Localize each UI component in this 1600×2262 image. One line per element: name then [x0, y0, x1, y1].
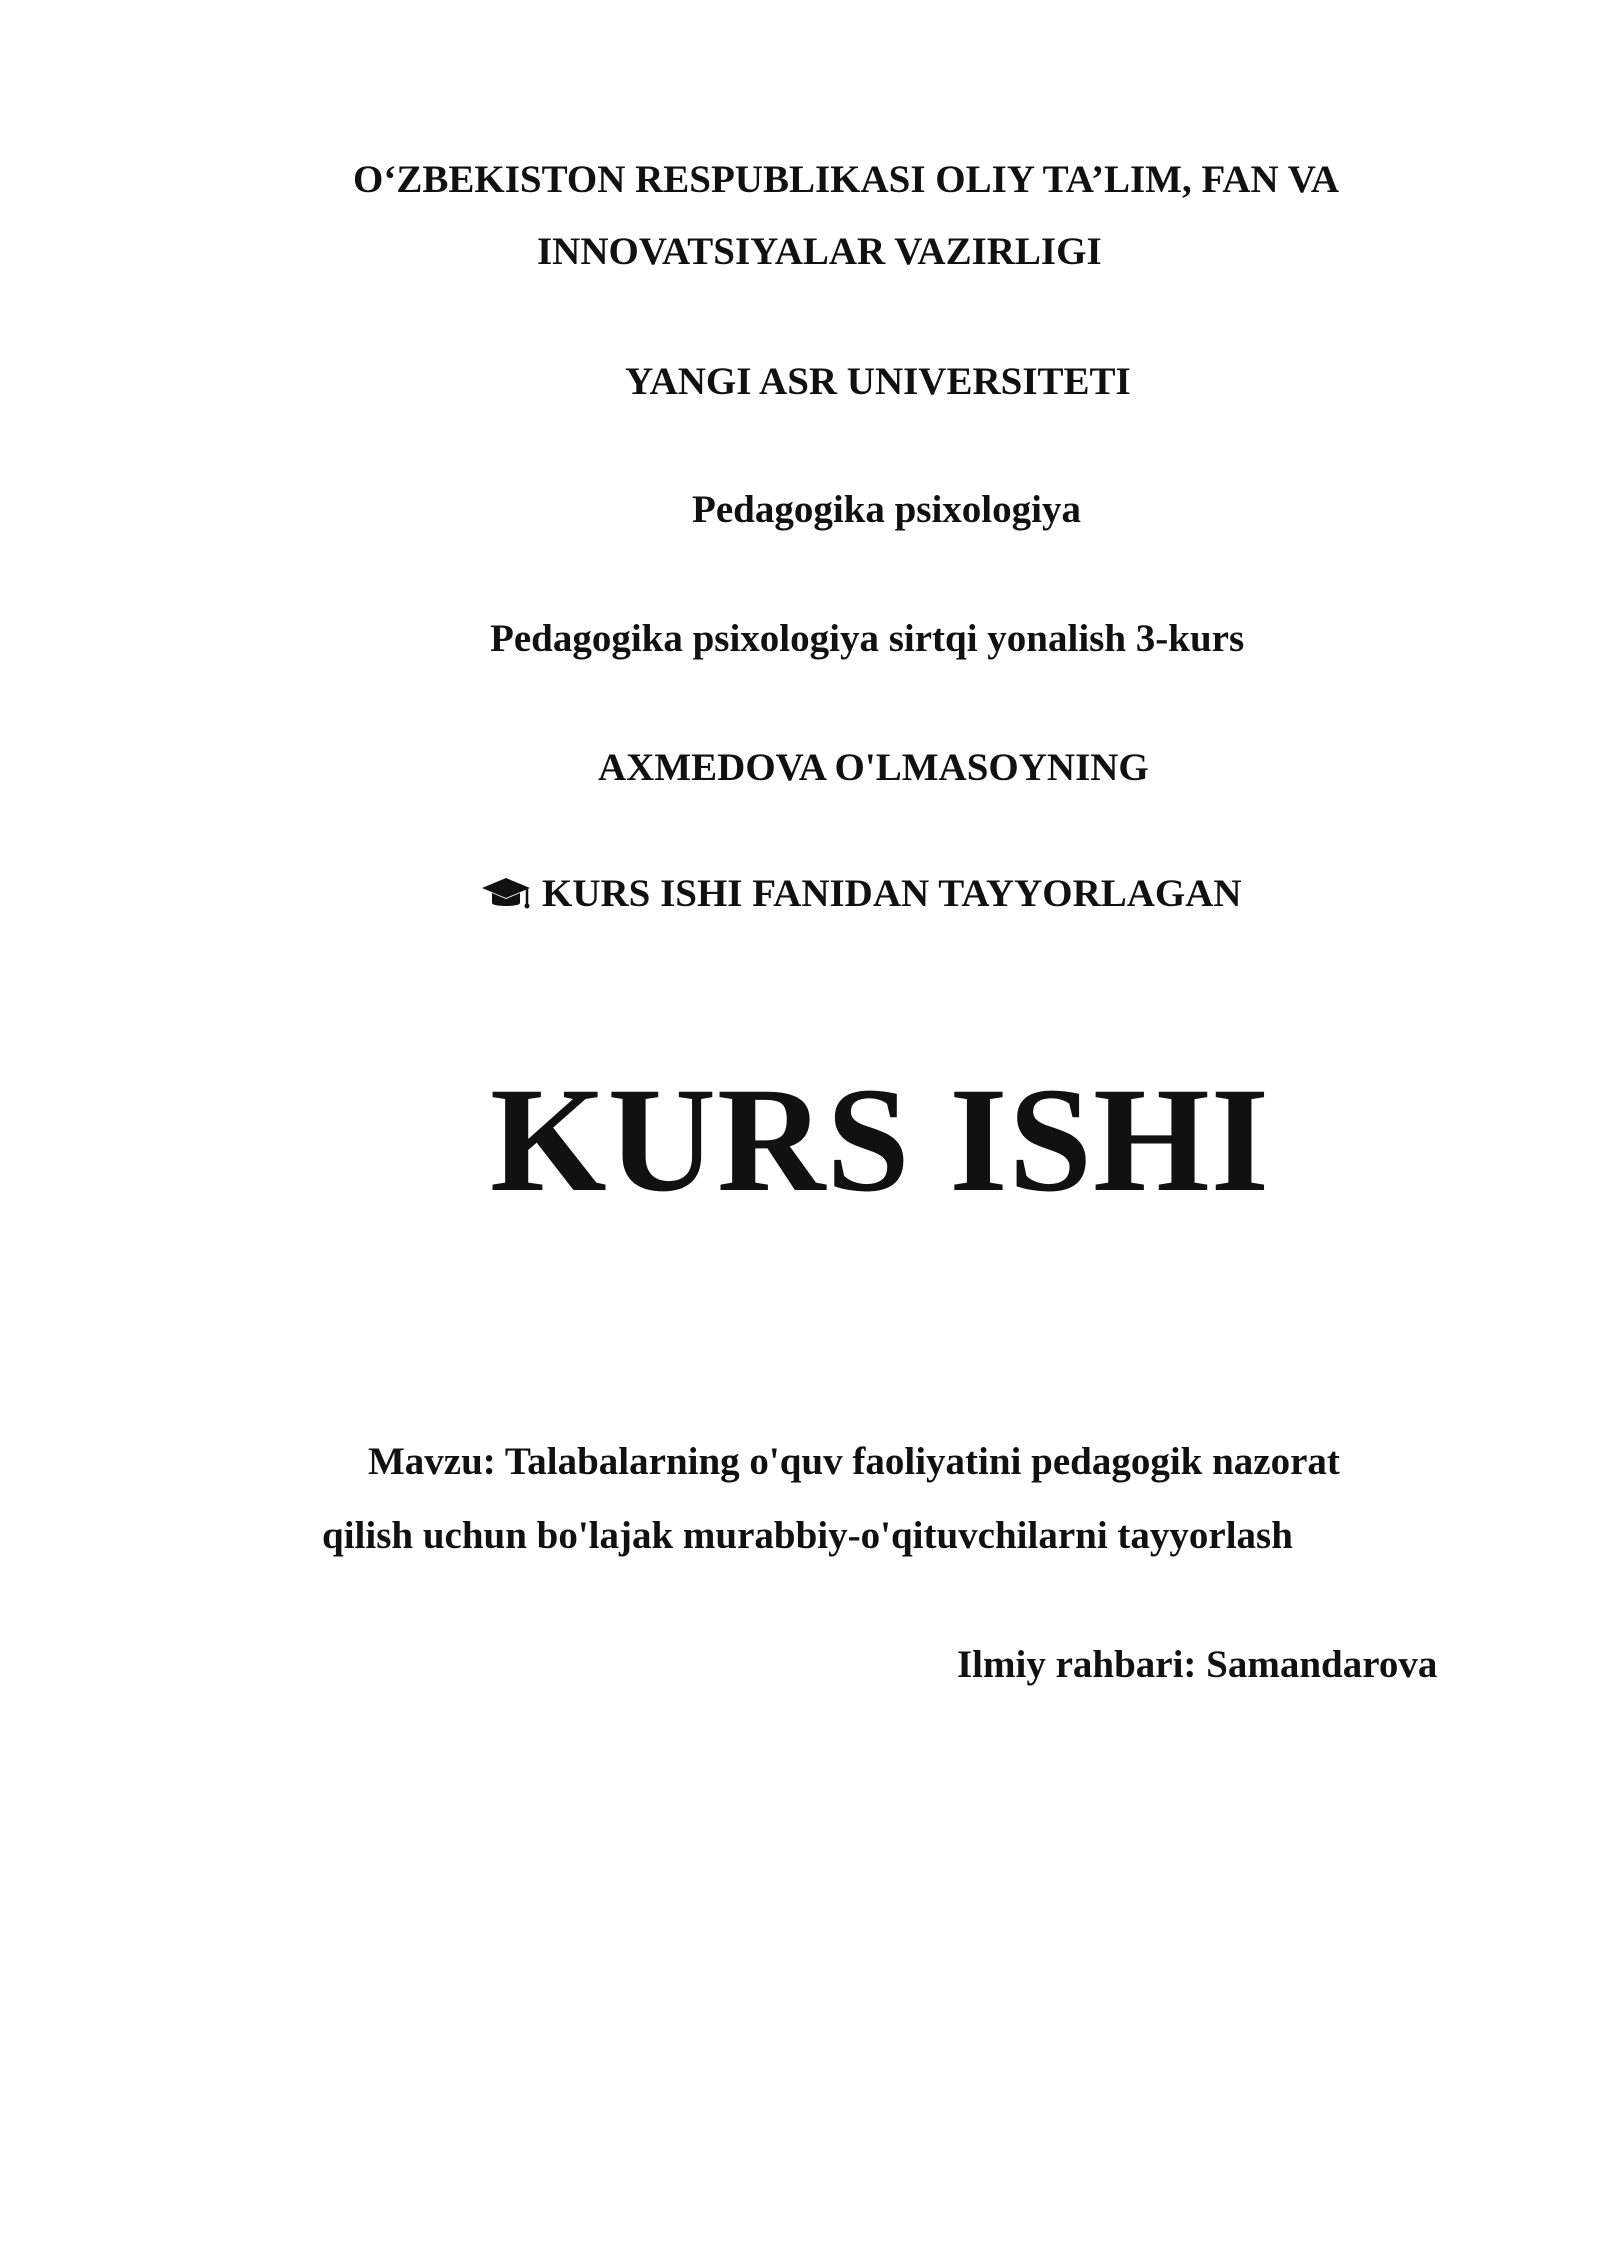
- supervisor-line: Ilmiy rahbari: Samandarova: [957, 1643, 1438, 1686]
- topic-line-1: Mavzu: Talabalarning o'quv faoliyatini pedagogik nazorat: [368, 1440, 1340, 1483]
- department-name: Pedagogika psixologiya: [692, 488, 1081, 531]
- prepared-text: KURS ISHI FANIDAN TAYYORLAGAN: [542, 872, 1242, 915]
- ministry-line-2: INNOVATSIYALAR VAZIRLIGI: [537, 230, 1102, 273]
- topic-line-2: qilish uchun bo'lajak murabbiy-o'qituvchilarni tayyorlash: [322, 1514, 1293, 1557]
- direction-line: Pedagogika psixologiya sirtqi yonalish 3-kurs: [490, 617, 1245, 660]
- document-title: KURS ISHI: [490, 1057, 1271, 1223]
- university-name: YANGI ASR UNIVERSITETI: [625, 360, 1131, 403]
- ministry-line-1: O‘ZBEKISTON RESPUBLIKASI OLIY TA’LIM, FAN VA: [353, 158, 1340, 201]
- student-name: AXMEDOVA O'LMASOYNING: [598, 746, 1149, 789]
- prepared-line: [480, 874, 1242, 913]
- graduation-cap-icon: [480, 876, 532, 912]
